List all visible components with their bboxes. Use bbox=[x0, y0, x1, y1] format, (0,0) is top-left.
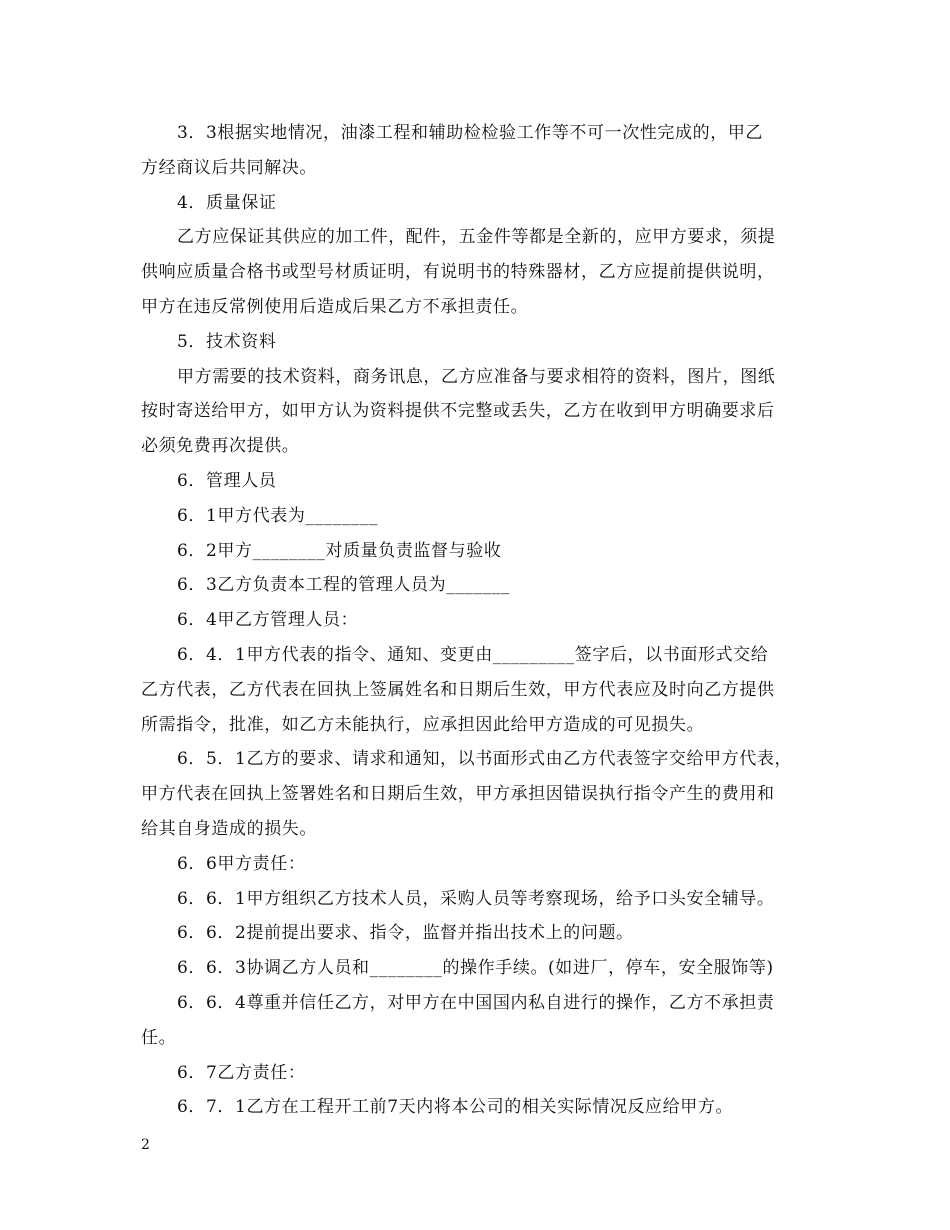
text-line: 甲方需要的技术资料，商务讯息，乙方应准备与要求相符的资料，图片，图纸 bbox=[177, 366, 776, 387]
text-line: 5．技术资料 bbox=[177, 331, 277, 352]
text-line: 方经商议后共同解决。 bbox=[141, 157, 317, 178]
text-line: 6．6．2提前提出要求、指令，监督并指出技术上的问题。 bbox=[177, 923, 634, 944]
text-line: 乙方应保证其供应的加工件，配件，五金件等都是全新的，应甲方要求，须提 bbox=[177, 227, 776, 248]
text-line: 任。 bbox=[141, 1027, 177, 1048]
text-line: 6．6甲方责任： bbox=[177, 853, 306, 874]
text-line: 6．6．1甲方组织乙方技术人员，采购人员等考察现场，给予口头安全辅导。 bbox=[177, 888, 775, 909]
text-line: 3．3根据实地情况，油漆工程和辅助检检验工作等不可一次性完成的，甲乙 bbox=[177, 123, 764, 143]
text-line: 6．4甲乙方管理人员： bbox=[177, 610, 359, 631]
text-line: 6．4．1甲方代表的指令、通知、变更由_________签字后，以书面形式交给 bbox=[177, 644, 769, 665]
text-line: 甲方在违反常例使用后造成后果乙方不承担责任。 bbox=[141, 296, 529, 317]
text-line: 乙方代表，乙方代表在回执上签属姓名和日期后生效，甲方代表应及时向乙方提供 bbox=[141, 679, 775, 700]
text-line: 6．7．1乙方在工程开工前7天内将本公司的相关实际情况反应给甲方。 bbox=[177, 1097, 734, 1118]
text-line: 6．7乙方责任： bbox=[177, 1062, 306, 1083]
text-line: 甲方代表在回执上签署姓名和日期后生效，甲方承担因错误执行指令产生的费用和 bbox=[141, 784, 775, 805]
document-body bbox=[141, 116, 821, 1125]
text-line: 按时寄送给甲方，如甲方认为资料提供不完整或丢失，乙方在收到甲方明确要求后 bbox=[141, 401, 775, 422]
text-line: 给其自身造成的损失。 bbox=[141, 818, 317, 839]
text-line: 6．5．1乙方的要求、请求和通知，以书面形式由乙方代表签字交给甲方代表， bbox=[177, 749, 793, 770]
text-line: 6．管理人员 bbox=[177, 470, 277, 491]
text-line: 6．2甲方________对质量负责监督与验收 bbox=[177, 540, 502, 561]
text-line: 6．3乙方负责本工程的管理人员为_______ bbox=[177, 575, 510, 596]
text-line: 必须免费再次提供。 bbox=[141, 436, 300, 457]
text-line: 4．质量保证 bbox=[177, 192, 277, 213]
text-line: 6．6．3协调乙方人员和________的操作手续。(如进厂，停车，安全服饰等) bbox=[177, 958, 774, 979]
page-number: 2 bbox=[141, 1137, 150, 1153]
text-line: 所需指令，批准，如乙方未能执行，应承担因此给甲方造成的可见损失。 bbox=[141, 714, 705, 735]
text-line: 6．6．4尊重并信任乙方，对甲方在中国国内私自进行的操作，乙方不承担责 bbox=[177, 992, 775, 1013]
text-line: 6．1甲方代表为________ bbox=[177, 505, 379, 526]
text-line: 供响应质量合格书或型号材质证明，有说明书的特殊器材，乙方应提前提供说明， bbox=[141, 262, 775, 283]
